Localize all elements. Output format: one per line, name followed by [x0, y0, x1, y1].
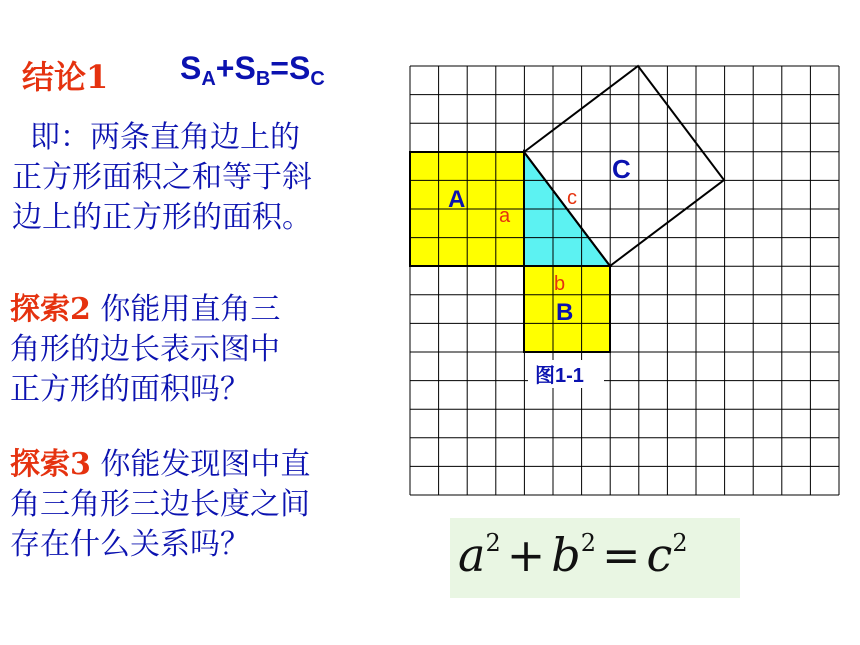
explore-2-line: 角形的边长表示图中 — [10, 332, 280, 367]
side-c-label: c — [567, 187, 577, 209]
label-a-square: A — [448, 186, 466, 213]
explore-3-label: 探索3 — [10, 447, 91, 482]
label-b-square: B — [556, 299, 574, 326]
side-a-label: a — [499, 205, 511, 227]
explore-3-line: 存在什么关系吗？ — [10, 527, 250, 562]
conclusion-line: 即：两条直角边上的 — [30, 120, 300, 155]
area-formula: $S_A+S_B=S_C$ — [180, 50, 325, 90]
explore-2-line: 你能用直角三 — [100, 292, 281, 327]
pythagorean-equation: $a^2 + b^2 = c^2$ — [458, 528, 688, 582]
label-c-square: C — [612, 154, 631, 184]
conclusion-line: 边上的正方形的面积。 — [12, 200, 312, 235]
explore-3-line: 你能发现图中直 — [100, 447, 311, 482]
explore-2-line: 正方形的面积吗？ — [10, 372, 250, 407]
conclusion-line: 正方形面积之和等于斜 — [12, 160, 312, 195]
conclusion-label: 结论1 — [22, 58, 109, 96]
figure-caption: 图1-1 — [535, 365, 584, 387]
explore-3-line: 角三角形三边长度之间 — [10, 487, 310, 522]
grid — [410, 66, 839, 495]
explore-2-label: 探索2 — [10, 292, 91, 327]
side-b-label: b — [554, 273, 566, 295]
